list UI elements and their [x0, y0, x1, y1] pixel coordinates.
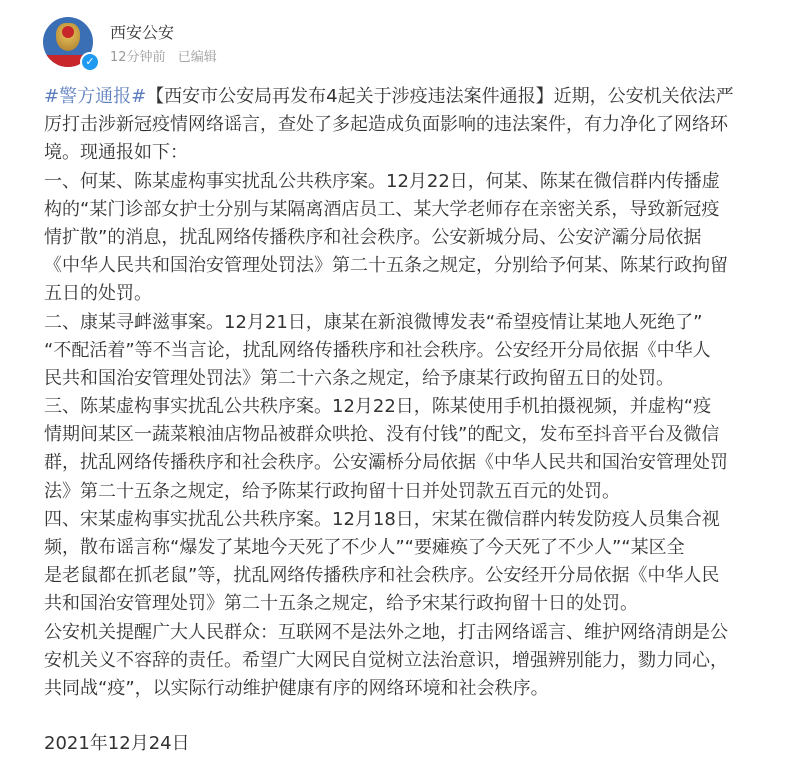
post-body — [44, 83, 789, 703]
post-line: 法》第二十五条之规定，给予陈某行政拘留十日并处罚款五百元的处罚。 — [44, 480, 620, 502]
edited-label[interactable]: 已编辑 — [177, 50, 217, 65]
star-icon — [62, 26, 74, 38]
post-line: 安机关义不容辞的责任。希望广大网民自觉树立法治意识，增强辨别能力，勠力同心， — [44, 649, 728, 671]
post-line: 是老鼠都在抓老鼠”等，扰乱网络传播秩序和社会秩序。公安经开分局依据《中华人民 — [44, 565, 720, 587]
verified-badge-icon: ✓ — [80, 52, 100, 72]
post-line: 共和国治安管理处罚》第二十五条之规定，给予宋某行政拘留十日的处罚。 — [44, 593, 638, 615]
post-line: 情期间某区一蔬菜粮油店物品被群众哄抢、没有付钱”的配文，发布至抖音平台及微信 — [44, 424, 720, 446]
post-line: 公安机关提醒广大人民群众：互联网不是法外之地，打击网络谣言、维护网络清朗是公 — [44, 621, 728, 643]
post-line: 境。现通报如下： — [44, 142, 188, 164]
post-date: 2021年12月24日 — [44, 733, 190, 754]
post-line: 民共和国治安管理处罚法》第二十六条之规定，给予康某行政拘留五日的处罚。 — [44, 367, 674, 389]
post-line: 情扩散”的消息，扰乱网络传播秩序和社会秩序。公安新城分局、公安浐灞分局依据 — [44, 226, 702, 248]
post-line: 共同战“疫”，以实际行动维护健康有序的网络环境和社会秩序。 — [44, 677, 549, 699]
post-line-text: 【西安市公安局再发布4起关于涉疫违法案件通报】近期，公安机关依法严 — [146, 86, 734, 107]
post-line: 群，扰乱网络传播秩序和社会秩序。公安灞桥分局依据《中华人民共和国治安管理处罚 — [44, 452, 728, 474]
post-line: 《中华人民共和国治安管理处罚法》第二十五条之规定，分别给予何某、陈某行政拘留 — [44, 255, 728, 277]
post-line: 四、宋某虚构事实扰乱公共秩序案。12月18日，宋某在微信群内转发防疫人员集合视 — [44, 508, 720, 530]
post-line: 构的“某门诊部女护士分别与某隔离酒店员工、某大学老师存在亲密关系，导致新冠疫 — [44, 198, 720, 220]
author-name[interactable]: 西安公安 — [110, 23, 175, 42]
post-meta — [110, 46, 225, 65]
post-line: 二、康某寻衅滋事案。12月21日，康某在新浪微博发表“希望疫情让某地人死绝了” — [44, 311, 703, 333]
post-line: 厉打击涉新冠疫情网络谣言，查处了多起造成负面影响的违法案件，有力净化了网络环 — [44, 114, 728, 136]
post-time[interactable]: 12分钟前 — [110, 50, 166, 65]
post-line: 一、何某、陈某虚构事实扰乱公共秩序案。12月22日，何某、陈某在微信群内传播虚 — [44, 170, 720, 192]
post-line: 三、陈某虚构事实扰乱公共秩序案。12月22日，陈某使用手机拍摄视频，并虚构“疫 — [44, 396, 712, 418]
post-line: “不配活着”等不当言论，扰乱网络传播秩序和社会秩序。公安经开分局依据《中华人 — [44, 339, 711, 361]
post-line — [44, 83, 789, 111]
hashtag-link[interactable]: #警方通报# — [44, 86, 147, 107]
post-line: 频，散布谣言称“爆发了某地今天死了不少人”“要瘫痪了今天死了不少人”“某区全 — [44, 537, 685, 558]
post-line: 五日的处罚。 — [44, 283, 152, 305]
